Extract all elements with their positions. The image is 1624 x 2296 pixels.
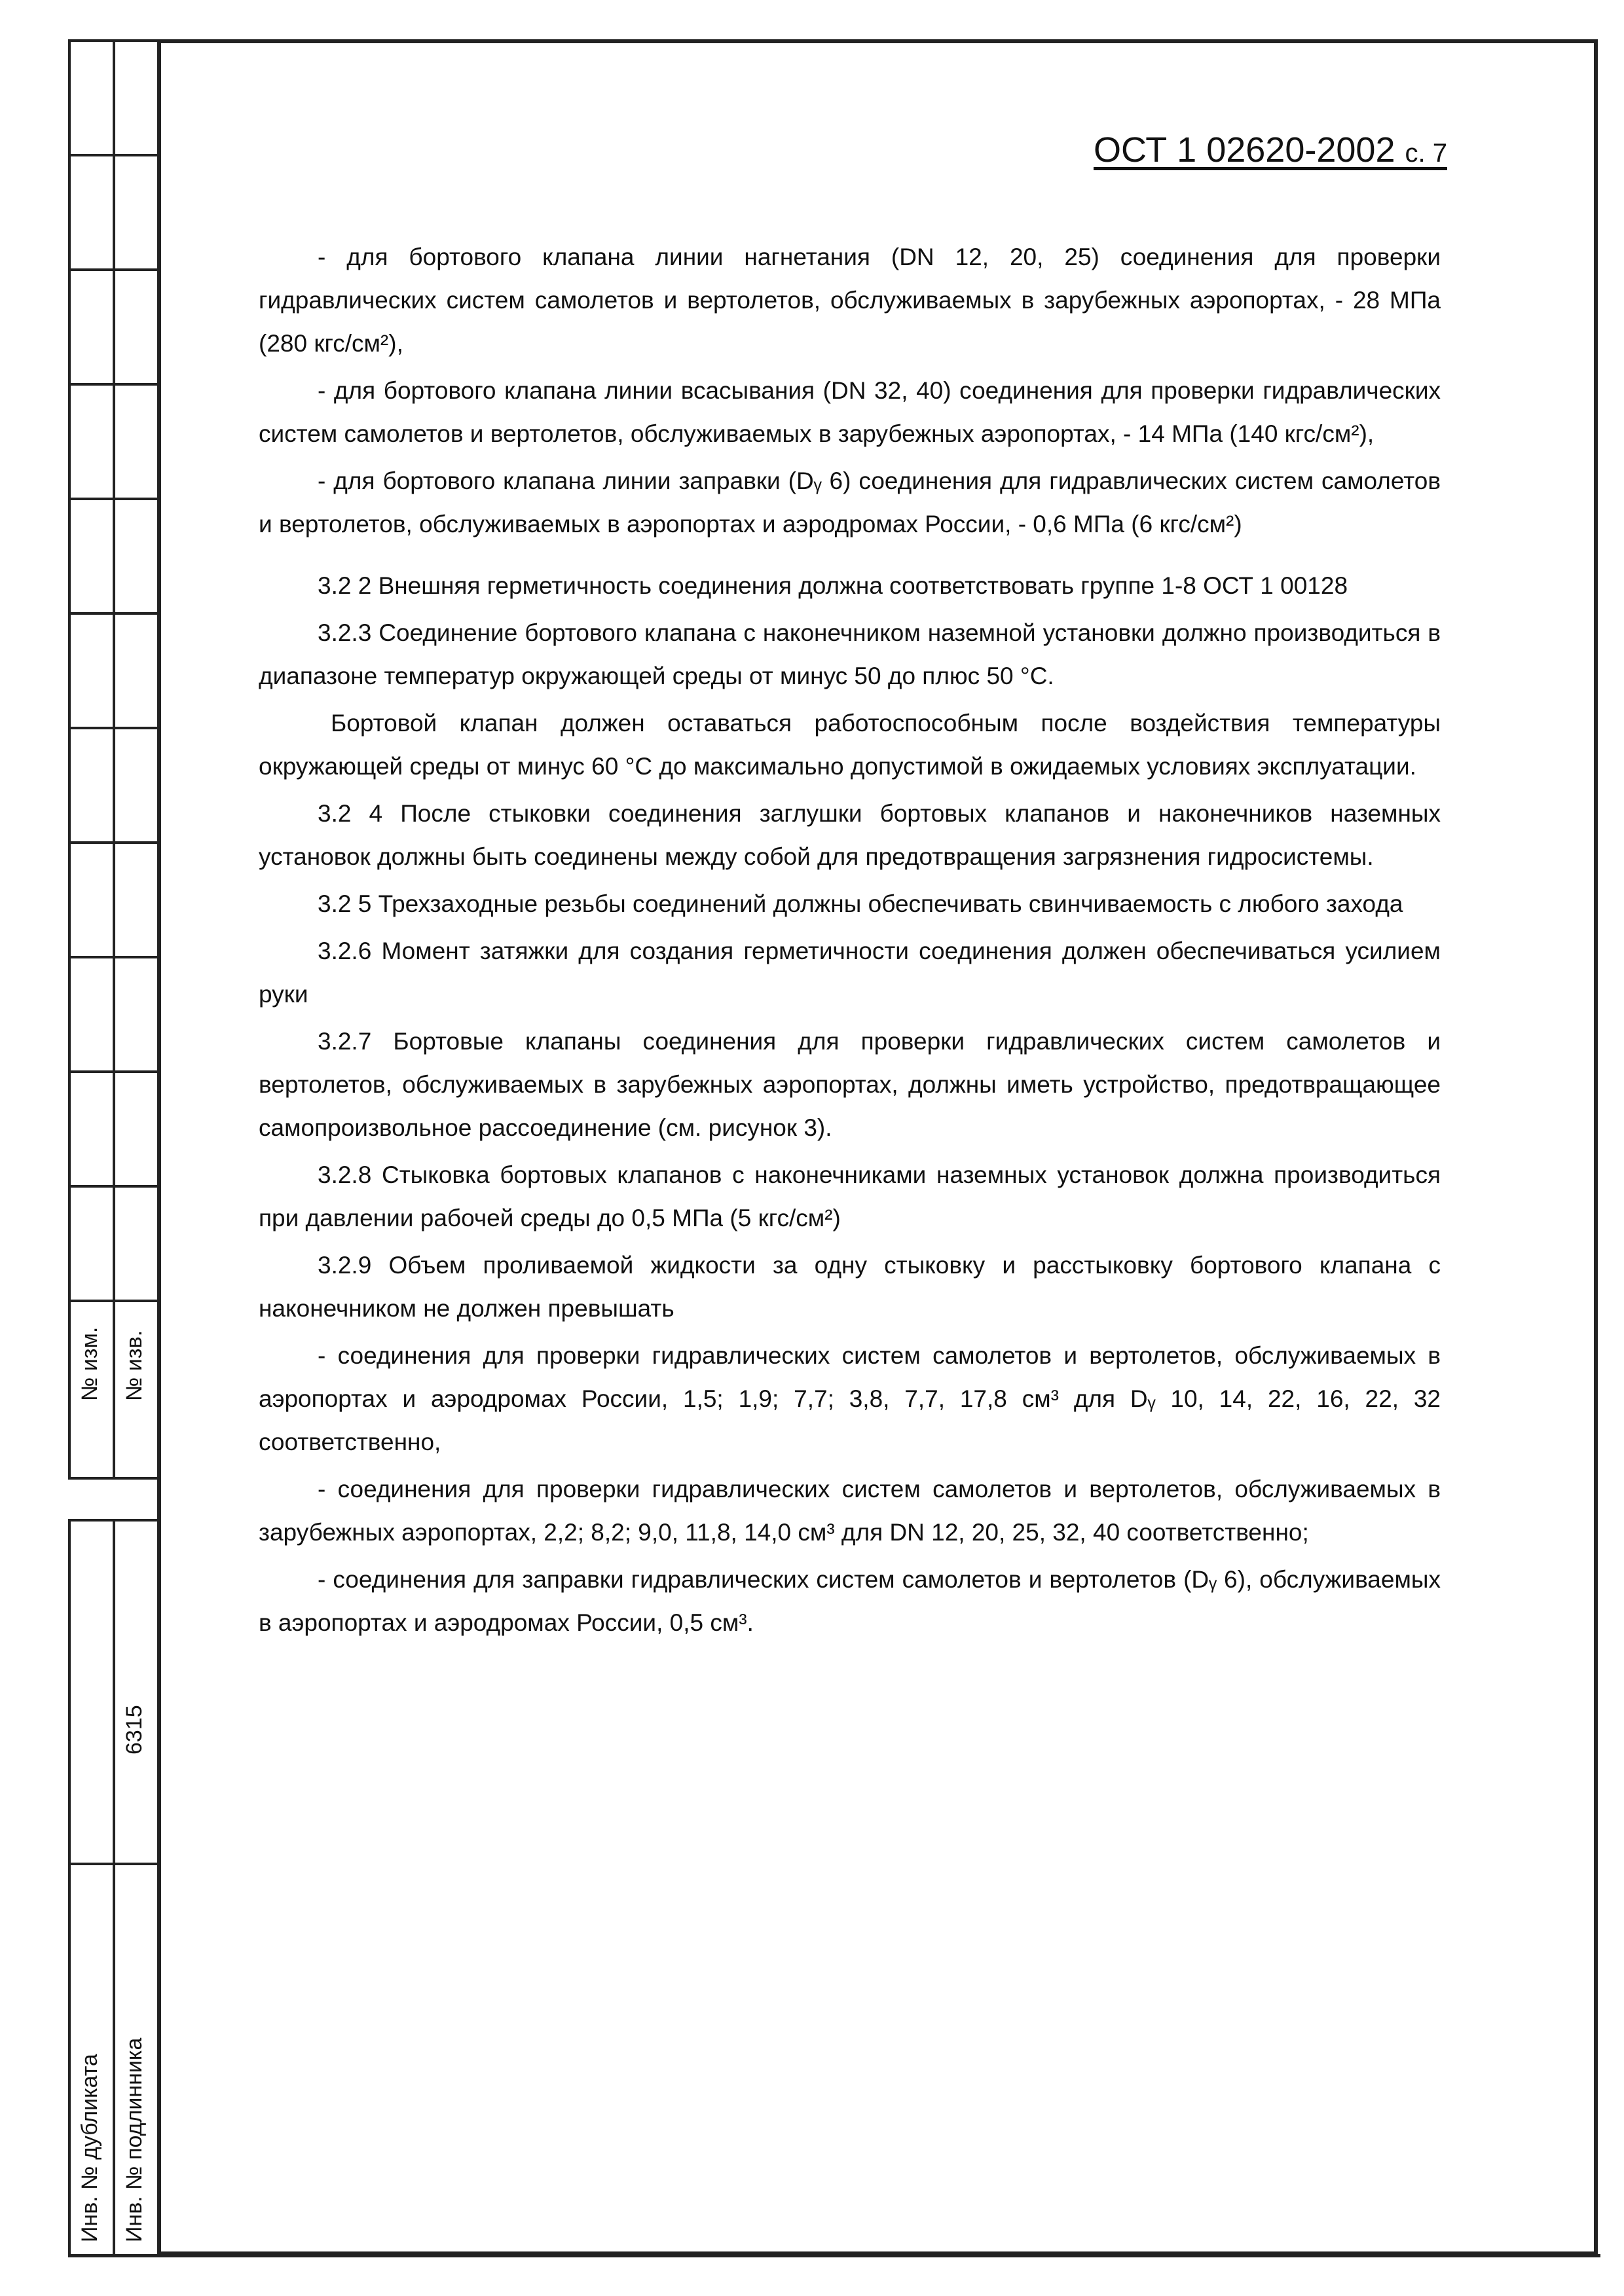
paragraph: - соединения для проверки гидравлических систем самолетов и вертолетов, обслуживаемых в зарубежных аэропортах, 2,2; 8,2; 9,0, 11,8, 14,0 см³ для DN 12, 20, 25, 32, 40 соответственно; — [259, 1476, 1441, 1546]
paragraph: - для бортового клапана линии всасывания (DN 32, 40) соединения для проверки гидравлических систем самолетов и вертолетов, обслуживаемых в зарубежных аэропортах, - 14 МПа (140 кгс/см²), — [259, 377, 1441, 447]
side-divider — [68, 498, 160, 500]
paragraph: - для бортового клапана линии заправки (Dᵧ 6) соединения для гидравлических систем самолетов и вертолетов, обслуживаемых в аэропортах и аэродромах России, - 0,6 МПа (6 кгс/см²) — [259, 467, 1441, 538]
side-divider — [68, 154, 160, 156]
podlinnik-label: Инв. № подлинника — [122, 2037, 147, 2242]
side-divider — [68, 268, 160, 271]
side-divider — [68, 1070, 160, 1073]
side-number: 6315 — [122, 1705, 147, 1755]
paragraph: 3.2.9 Объем проливаемой жидкости за одну стыковку и расстыковку бортового клапана с наконечником не должен превышать — [259, 1252, 1441, 1322]
paragraph: - соединения для проверки гидравлических систем самолетов и вертолетов, обслуживаемых в аэропортах и аэродромах России, 1,5; 1,9; 7,7; 3,8, 7,7, 17,8 см³ для Dᵧ 10, 14, 22, 16, 22, 32 соответственно, — [259, 1342, 1441, 1455]
izv-label: № изв. — [122, 1330, 147, 1401]
document-body — [259, 236, 1441, 1649]
side-divider — [68, 956, 160, 958]
side-divider — [68, 1863, 160, 1865]
side-divider — [68, 612, 160, 615]
bottom-rule — [68, 2254, 1600, 2257]
side-divider — [68, 1300, 160, 1302]
side-divider — [68, 727, 160, 729]
paragraph: Бортовой клапан должен оставаться работоспособным после воздействия температуры окружающей среды от минус 60 °С до максимально допустимой в ожидаемых условиях эксплуатации. — [259, 710, 1441, 780]
page-header — [1094, 130, 1447, 170]
side-divider — [68, 1185, 160, 1188]
doc-number: ОСТ 1 02620-2002 — [1093, 130, 1395, 170]
paragraph: 3.2.7 Бортовые клапаны соединения для проверки гидравлических систем самолетов и вертолетов, обслуживаемых в зарубежных аэропортах, должны иметь устройство, предотвращающее самопроизвольное рассоединение (см. рисунок 3). — [259, 1028, 1441, 1141]
paragraph: - соединения для заправки гидравлических систем самолетов и вертолетов (Dᵧ 6), обслуживаемых в аэропортах и аэродромах России, 0,5 см³. — [259, 1566, 1441, 1636]
izm-label: № изм. — [77, 1326, 102, 1401]
page-number: с. 7 — [1405, 139, 1447, 168]
side-column-izv — [113, 39, 160, 1480]
side-divider — [68, 841, 160, 844]
paragraph: - для бортового клапана линии нагнетания (DN 12, 20, 25) соединения для проверки гидравлических систем самолетов и вертолетов, обслуживаемых в зарубежных аэропортах, - 28 МПа (280 кгс/см²), — [259, 244, 1441, 357]
paragraph: 3.2.3 Соединение бортового клапана с наконечником наземной установки должно производиться в диапазоне температур окружающей среды от минус 50 до плюс 50 °С. — [259, 619, 1441, 689]
paragraph: 3.2 5 Трехзаходные резьбы соединений должны обеспечивать свинчиваемость с любого захода — [318, 890, 1403, 917]
side-divider — [68, 383, 160, 386]
paragraph: 3.2 4 После стыковки соединения заглушки бортовых клапанов и наконечников наземных установок должны быть соединены между собой для предотвращения загрязнения гидросистемы. — [259, 800, 1441, 870]
paragraph: 3.2 2 Внешняя герметичность соединения должна соответствовать группе 1-8 ОСТ 1 00128 — [318, 572, 1348, 599]
dublikat-label: Инв. № дубликата — [77, 2054, 102, 2242]
paragraph: 3.2.6 Момент затяжки для создания герметичности соединения должен обеспечиваться усилием руки — [259, 938, 1441, 1008]
paragraph: 3.2.8 Стыковка бортовых клапанов с наконечниками наземных установок должна производиться при давлении рабочей среды до 0,5 МПа (5 кгс/см²) — [259, 1161, 1441, 1231]
side-column-izm — [68, 39, 115, 1480]
